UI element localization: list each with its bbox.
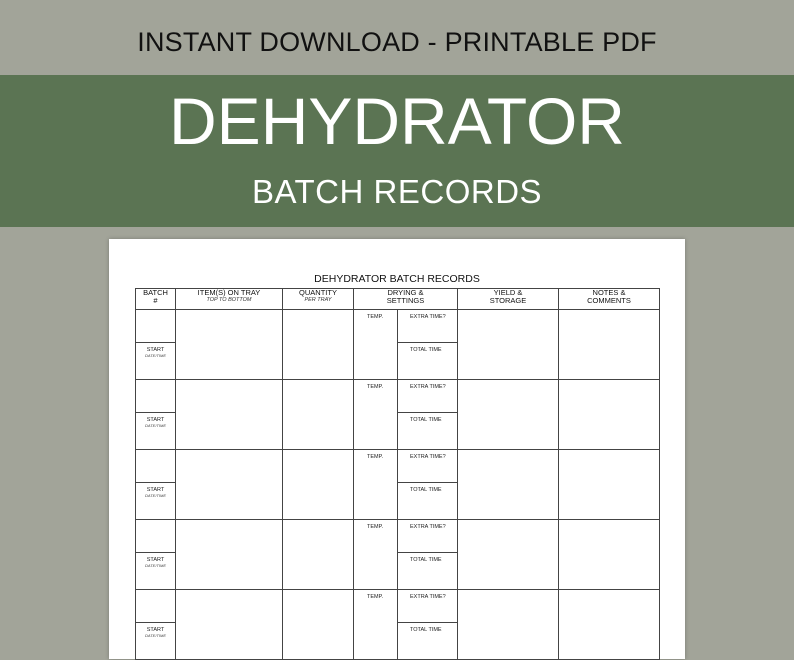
extra-time-label: EXTRA TIME? xyxy=(410,594,446,600)
col-items: ITEM(S) ON TRAY TOP TO BOTTOM xyxy=(176,289,283,310)
extra-time-label: EXTRA TIME? xyxy=(410,524,446,530)
total-time-label: TOTAL TIME xyxy=(410,417,442,423)
extra-time-cell[interactable] xyxy=(398,310,458,343)
start-cell[interactable] xyxy=(136,483,176,520)
items-cell[interactable] xyxy=(176,310,283,380)
col-drying: DRYING & SETTINGS xyxy=(354,289,458,310)
total-time-cell[interactable] xyxy=(398,483,458,520)
col-notes: NOTES & COMMENTS xyxy=(559,289,660,310)
total-time-cell[interactable] xyxy=(398,343,458,380)
start-sub-label: DATE/TIME xyxy=(144,493,167,498)
extra-time-cell[interactable] xyxy=(398,590,458,623)
temp-label: TEMP. xyxy=(367,384,384,390)
page-title: DEHYDRATOR xyxy=(169,84,625,158)
start-label: START xyxy=(146,487,165,493)
total-time-label: TOTAL TIME xyxy=(410,487,442,493)
total-time-label: TOTAL TIME xyxy=(410,347,442,353)
start-cell[interactable] xyxy=(136,553,176,590)
yield-cell[interactable] xyxy=(458,520,559,590)
quantity-cell[interactable] xyxy=(283,380,354,450)
col-quantity: QUANTITY PER TRAY xyxy=(283,289,354,310)
start-cell[interactable] xyxy=(136,623,176,660)
start-cell[interactable] xyxy=(136,413,176,450)
yield-cell[interactable] xyxy=(458,380,559,450)
quantity-cell[interactable] xyxy=(283,520,354,590)
table-row xyxy=(136,450,660,483)
temp-label: TEMP. xyxy=(367,314,384,320)
table-row xyxy=(136,310,660,343)
table-row xyxy=(136,520,660,553)
quantity-cell[interactable] xyxy=(283,590,354,660)
temp-label: TEMP. xyxy=(367,594,384,600)
yield-cell[interactable] xyxy=(458,310,559,380)
notes-cell[interactable] xyxy=(559,590,660,660)
extra-time-label: EXTRA TIME? xyxy=(410,384,446,390)
items-cell[interactable] xyxy=(176,520,283,590)
top-banner xyxy=(0,0,794,75)
notes-cell[interactable] xyxy=(559,310,660,380)
total-time-cell[interactable] xyxy=(398,623,458,660)
start-label: START xyxy=(146,627,165,633)
yield-cell[interactable] xyxy=(458,450,559,520)
extra-time-cell[interactable] xyxy=(398,520,458,553)
table-row xyxy=(136,380,660,413)
batch-records-table xyxy=(135,288,660,660)
extra-time-label: EXTRA TIME? xyxy=(410,454,446,460)
temp-cell[interactable] xyxy=(354,380,398,450)
items-cell[interactable] xyxy=(176,450,283,520)
quantity-cell[interactable] xyxy=(283,310,354,380)
table-row xyxy=(136,590,660,623)
temp-label: TEMP. xyxy=(367,524,384,530)
start-cell[interactable] xyxy=(136,343,176,380)
temp-cell[interactable] xyxy=(354,590,398,660)
start-sub-label: DATE/TIME xyxy=(144,563,167,568)
start-label: START xyxy=(146,417,165,423)
printable-sheet xyxy=(109,239,685,659)
banner-text: INSTANT DOWNLOAD - PRINTABLE PDF xyxy=(137,27,657,57)
yield-cell[interactable] xyxy=(458,590,559,660)
start-label: START xyxy=(146,347,165,353)
extra-time-cell[interactable] xyxy=(398,450,458,483)
start-sub-label: DATE/TIME xyxy=(144,353,167,358)
title-band xyxy=(0,75,794,227)
notes-cell[interactable] xyxy=(559,450,660,520)
total-time-label: TOTAL TIME xyxy=(410,627,442,633)
total-time-cell[interactable] xyxy=(398,553,458,590)
batch-number-cell[interactable] xyxy=(136,310,176,343)
batch-number-cell[interactable] xyxy=(136,520,176,553)
total-time-label: TOTAL TIME xyxy=(410,557,442,563)
temp-cell[interactable] xyxy=(354,450,398,520)
header-row xyxy=(136,289,660,310)
temp-label: TEMP. xyxy=(367,454,384,460)
items-cell[interactable] xyxy=(176,380,283,450)
items-cell[interactable] xyxy=(176,590,283,660)
extra-time-cell[interactable] xyxy=(398,380,458,413)
start-sub-label: DATE/TIME xyxy=(144,633,167,638)
start-sub-label: DATE/TIME xyxy=(144,423,167,428)
notes-cell[interactable] xyxy=(559,520,660,590)
batch-number-cell[interactable] xyxy=(136,450,176,483)
extra-time-label: EXTRA TIME? xyxy=(410,314,446,320)
col-batch: BATCH # xyxy=(136,289,176,310)
temp-cell[interactable] xyxy=(354,310,398,380)
batch-number-cell[interactable] xyxy=(136,380,176,413)
temp-cell[interactable] xyxy=(354,520,398,590)
col-yield: YIELD & STORAGE xyxy=(458,289,559,310)
sheet-title: DEHYDRATOR BATCH RECORDS xyxy=(314,273,480,285)
batch-number-cell[interactable] xyxy=(136,590,176,623)
page-subtitle: BATCH RECORDS xyxy=(251,173,543,210)
notes-cell[interactable] xyxy=(559,380,660,450)
start-label: START xyxy=(146,557,165,563)
total-time-cell[interactable] xyxy=(398,413,458,450)
quantity-cell[interactable] xyxy=(283,450,354,520)
